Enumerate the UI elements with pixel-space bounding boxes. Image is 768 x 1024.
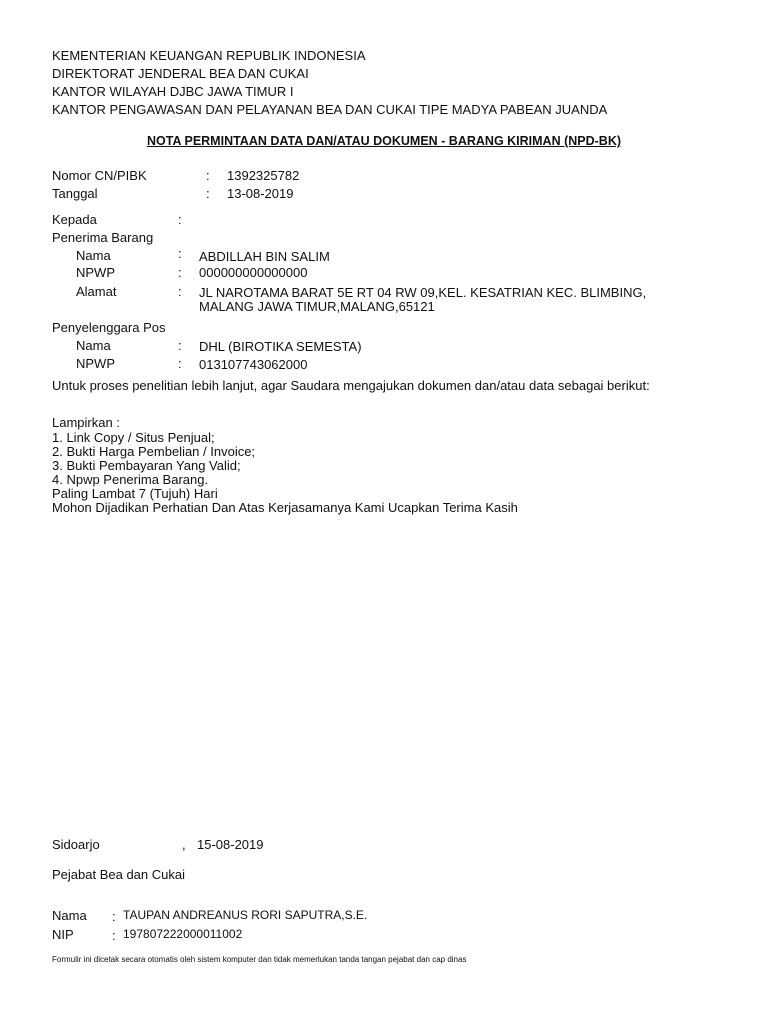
penerima-alamat-colon: : <box>178 284 182 299</box>
penerima-heading: Penerima Barang <box>52 230 154 245</box>
penerima-npwp-label: NPWP <box>76 265 115 280</box>
header-ministry: KEMENTERIAN KEUANGAN REPUBLIK INDONESIA <box>52 48 366 63</box>
penerima-alamat-label: Alamat <box>76 284 117 299</box>
penerima-npwp-value: 000000000000000 <box>199 265 308 280</box>
penyelenggara-nama-colon: : <box>178 338 182 353</box>
lampiran-heading: Lampirkan : <box>52 415 120 430</box>
lampiran-closing: Mohon Dijadikan Perhatian Dan Atas Kerjasamanya Kami Ucapkan Terima Kasih <box>52 500 518 515</box>
nomor-value: 1392325782 <box>227 168 300 183</box>
signatory-nip-label: NIP <box>52 927 74 942</box>
tanggal-label: Tanggal <box>52 186 98 201</box>
header-directorate: DIREKTORAT JENDERAL BEA DAN CUKAI <box>52 66 309 81</box>
signatory-nip-colon: : <box>112 928 116 943</box>
tanggal-colon: : <box>206 186 210 201</box>
signature-date: 15-08-2019 <box>197 837 264 852</box>
penyelenggara-npwp-colon: : <box>178 356 182 371</box>
official-title: Pejabat Bea dan Cukai <box>52 867 185 882</box>
signatory-nama-value: TAUPAN ANDREANUS RORI SAPUTRA,S.E. <box>123 908 368 922</box>
penerima-alamat-line1: JL NAROTAMA BARAT 5E RT 04 RW 09,KEL. KESATRIAN KEC. BLIMBING, <box>199 285 647 300</box>
signatory-nip-value: 197807222000011002 <box>123 927 243 941</box>
penyelenggara-nama-value: DHL (BIROTIKA SEMESTA) <box>199 339 362 354</box>
lampiran-item: 2. Bukti Harga Pembelian / Invoice; <box>52 444 256 459</box>
penyelenggara-npwp-label: NPWP <box>76 356 115 371</box>
penyelenggara-npwp-value: 013107743062000 <box>199 357 308 372</box>
document-title: NOTA PERMINTAAN DATA DAN/ATAU DOKUMEN - BARANG KIRIMAN (NPD-BK) <box>146 134 622 148</box>
penyelenggara-heading: Penyelenggara Pos <box>52 320 166 335</box>
tanggal-value: 13-08-2019 <box>227 186 294 201</box>
signature-comma: , <box>182 837 186 852</box>
nomor-colon: : <box>206 168 210 183</box>
kepada-label: Kepada <box>52 212 97 227</box>
footer-note: Formulir ini dicetak secara otomatis oleh sistem komputer dan tidak memerlukan tanda tangan pejabat dan cap dinas <box>52 955 467 964</box>
signatory-nama-label: Nama <box>52 908 87 923</box>
lampiran-item: 3. Bukti Pembayaran Yang Valid; <box>52 458 241 473</box>
instruction-text: Untuk proses penelitian lebih lanjut, agar Saudara mengajukan dokumen dan/atau data sebagai berikut: <box>52 378 650 393</box>
penyelenggara-nama-label: Nama <box>76 338 111 353</box>
header-customs-office: KANTOR PENGAWASAN DAN PELAYANAN BEA DAN CUKAI TIPE MADYA PABEAN JUANDA <box>52 102 608 117</box>
signatory-nama-colon: : <box>112 909 116 924</box>
nomor-label: Nomor CN/PIBK <box>52 168 147 183</box>
lampiran-deadline: Paling Lambat 7 (Tujuh) Hari <box>52 486 218 501</box>
kepada-colon: : <box>178 212 182 227</box>
penerima-alamat-line2: MALANG JAWA TIMUR,MALANG,65121 <box>199 299 435 314</box>
penerima-nama-label: Nama <box>76 248 111 263</box>
lampiran-item: 1. Link Copy / Situs Penjual; <box>52 430 215 445</box>
penerima-npwp-colon: : <box>178 265 182 280</box>
signature-place: Sidoarjo <box>52 837 100 852</box>
penerima-nama-colon: : <box>178 246 182 261</box>
lampiran-item: 4. Npwp Penerima Barang. <box>52 472 209 487</box>
penerima-nama-value: ABDILLAH BIN SALIM <box>199 249 330 264</box>
header-regional-office: KANTOR WILAYAH DJBC JAWA TIMUR I <box>52 84 294 99</box>
